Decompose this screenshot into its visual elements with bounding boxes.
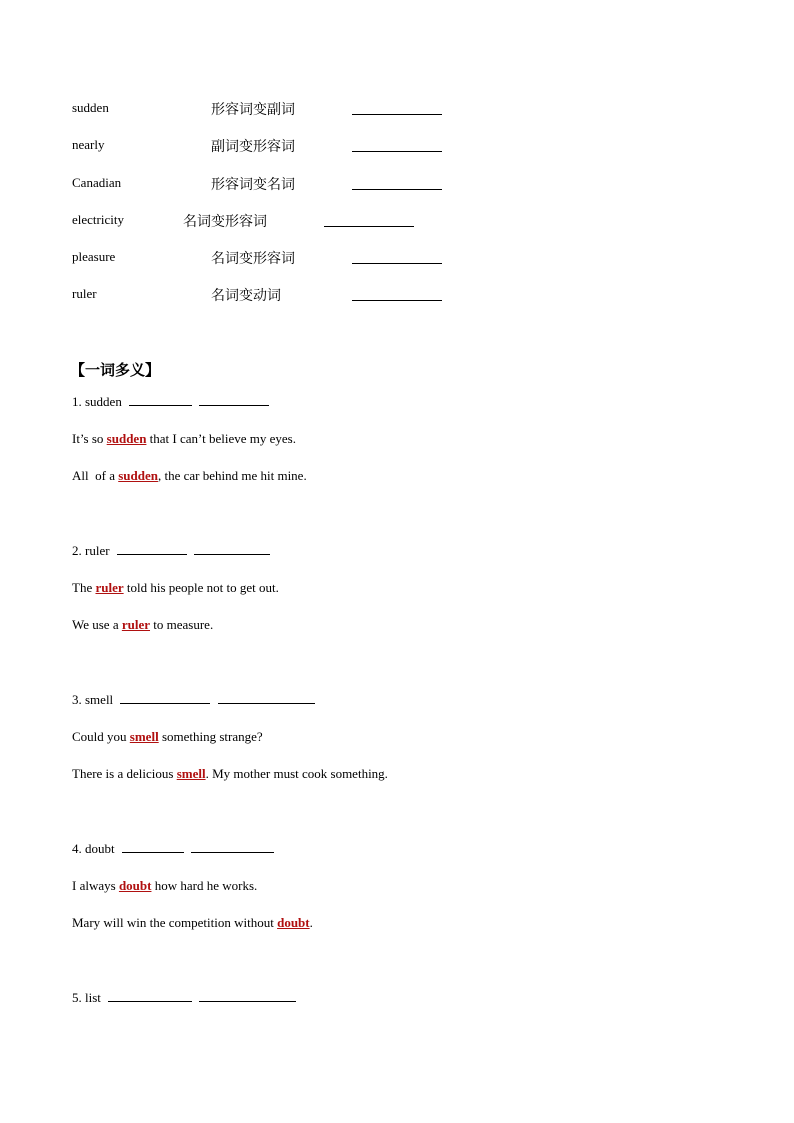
- answer-blank[interactable]: [108, 991, 192, 1002]
- sentence-text: The: [72, 580, 96, 595]
- example-sentence: [72, 915, 313, 931]
- polysemy-label: 2. ruler: [72, 543, 110, 558]
- keyword: ruler: [95, 580, 124, 595]
- sentence-text: . My mother must cook something.: [205, 766, 388, 781]
- keyword: sudden: [106, 431, 147, 446]
- answer-blank[interactable]: [352, 141, 442, 152]
- polysemy-label-row: [72, 394, 269, 410]
- sentence-text: something strange?: [158, 729, 263, 744]
- polysemy-label: 3. smell: [72, 692, 114, 707]
- keyword: smell: [176, 766, 206, 781]
- keyword: doubt: [277, 915, 310, 930]
- sentence-text: It’s so: [72, 431, 107, 446]
- example-sentence: [72, 617, 213, 633]
- sentence-text: to measure.: [150, 617, 214, 632]
- word-form-word: nearly: [72, 137, 105, 152]
- example-sentence: [72, 878, 257, 894]
- answer-blank[interactable]: [129, 395, 192, 406]
- sentence-text: how hard he works.: [151, 878, 258, 893]
- answer-blank[interactable]: [352, 179, 442, 190]
- sentence-text: .: [309, 915, 313, 930]
- answer-blank[interactable]: [191, 842, 274, 853]
- answer-blank[interactable]: [324, 216, 414, 227]
- example-sentence: [72, 431, 296, 447]
- answer-blank[interactable]: [199, 395, 269, 406]
- answer-blank[interactable]: [352, 253, 442, 264]
- word-form-word: pleasure: [72, 249, 116, 264]
- answer-blank[interactable]: [352, 104, 442, 115]
- word-form-word: ruler: [72, 286, 97, 301]
- word-form-hint: 名词变形容词: [183, 214, 267, 230]
- answer-blank[interactable]: [122, 842, 184, 853]
- word-form-word: Canadian: [72, 175, 122, 190]
- polysemy-label-row: [72, 543, 270, 559]
- example-sentence: [72, 766, 388, 782]
- word-form-hint: 名词变动词: [211, 288, 281, 304]
- sentence-text: that I can’t believe my eyes.: [146, 431, 296, 446]
- example-sentence: [72, 468, 307, 484]
- answer-blank[interactable]: [117, 544, 187, 555]
- sentence-text: We use a: [72, 617, 122, 632]
- word-form-word: sudden: [72, 100, 109, 115]
- answer-blank[interactable]: [352, 290, 442, 301]
- polysemy-label-row: [72, 990, 296, 1006]
- polysemy-label: 4. doubt: [72, 841, 115, 856]
- keyword: sudden: [118, 468, 158, 483]
- keyword: doubt: [118, 878, 152, 893]
- word-form-hint: 名词变形容词: [211, 251, 295, 267]
- answer-blank[interactable]: [218, 693, 315, 704]
- example-sentence: [72, 580, 279, 596]
- sentence-text: told his people not to get out.: [123, 580, 279, 595]
- word-form-hint: 形容词变名词: [211, 177, 295, 193]
- polysemy-label-row: [72, 692, 315, 708]
- section-title: 【一词多义】: [70, 361, 161, 379]
- answer-blank[interactable]: [199, 991, 296, 1002]
- keyword: smell: [129, 729, 159, 744]
- word-form-word: electricity: [72, 212, 124, 227]
- example-sentence: [72, 729, 263, 745]
- word-form-hint: 形容词变副词: [211, 102, 295, 118]
- sentence-text: I always: [72, 878, 119, 893]
- sentence-text: Mary will win the competition without: [72, 915, 278, 930]
- polysemy-label: 1. sudden: [72, 394, 122, 409]
- sentence-text: All of a: [72, 468, 119, 483]
- answer-blank[interactable]: [120, 693, 210, 704]
- answer-blank[interactable]: [194, 544, 270, 555]
- polysemy-label-row: [72, 841, 274, 857]
- sentence-text: , the car behind me hit mine.: [157, 468, 307, 483]
- keyword: ruler: [121, 617, 151, 632]
- sentence-text: There is a delicious: [72, 766, 177, 781]
- sentence-text: Could you: [72, 729, 130, 744]
- polysemy-label: 5. list: [72, 990, 101, 1005]
- word-form-hint: 副词变形容词: [211, 139, 295, 155]
